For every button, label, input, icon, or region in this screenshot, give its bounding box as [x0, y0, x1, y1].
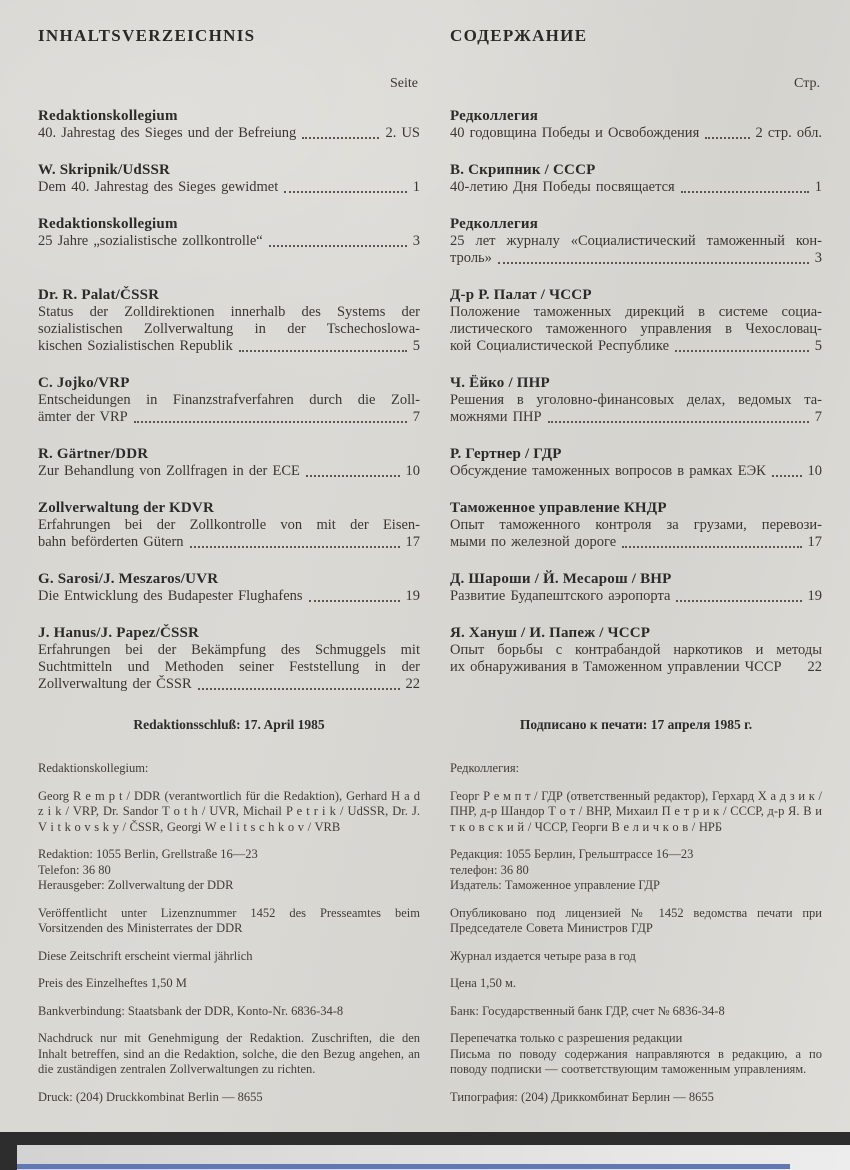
entry-page-number: 17	[405, 534, 420, 550]
entry-page-number: 22	[807, 659, 822, 675]
entry-author: Таможенное управление КНДР	[450, 500, 667, 516]
editorial-board-de: Georg R e m p t / DDR (verantwortlich für die Redaktion), Gerhard H a d z i k / VRP, Dr. Sandor T o t h / UVR, Michail P e t r i k / UdSSR, Dr. J. V i t k o v s k y / ČSSR, Georgi W e l i t s c h k o v / VRB	[38, 788, 420, 834]
entry-title-line: bahn beförderten Gütern 17	[38, 534, 420, 550]
entry-title-line: Entscheidungen in Finanzstrafverfahren durch die Zoll-	[38, 392, 420, 408]
entry-page-number: 22	[405, 676, 420, 692]
entry-author: C. Jojko/VRP	[38, 375, 130, 391]
contact-block-ru	[450, 847, 822, 894]
price-note-ru: Цена 1,50 м.	[450, 976, 516, 990]
bank-details-de: Bankverbindung: Staatsbank der DDR, Konto-Nr. 6836-34-8	[38, 1003, 344, 1018]
dot-leader	[788, 672, 802, 673]
entry-author: Редколлегия	[450, 108, 539, 124]
entry-page-number: 2 стр. обл.	[755, 125, 822, 141]
entry-title-line: листического таможенного управления в Чехословац-	[450, 321, 822, 337]
entry-author: В. Скрипник / СССР	[450, 162, 596, 178]
entry-title-line: Erfahrungen bei der Bekämpfung des Schmuggels mit	[38, 642, 420, 658]
entry-page-number: 3	[814, 250, 822, 266]
entry-title-line: ämter der VRP 7	[38, 409, 420, 425]
entry-page-number: 10	[807, 463, 822, 479]
seite-label: Seite	[390, 76, 418, 91]
entry-title-line: Zollverwaltung der ČSSR 22	[38, 676, 420, 692]
entry-page-number: 10	[405, 463, 420, 479]
closing-date-row	[38, 717, 822, 733]
dot-leader	[134, 420, 407, 423]
entry-title-line: Решения в уголовно-финансовых делах, ведомых та-	[450, 392, 822, 408]
entry-title-line: Опыт таможенного контроля за грузами, перевози-	[450, 517, 822, 533]
toc-entry-ru	[450, 500, 822, 551]
entry-title-line: Status der Zolldirektionen innerhalb des Systems der	[38, 304, 420, 320]
table-of-contents	[38, 108, 822, 693]
toc-entry-de	[38, 446, 420, 480]
publisher-de: Herausgeber: Zollverwaltung der DDR	[38, 878, 234, 892]
price-note-de: Preis des Einzelheftes 1,50 M	[38, 976, 187, 990]
entry-title-line: их обнаруживания в Таможенном управлении ЧССР 22	[450, 659, 822, 675]
toc-entry-ru	[450, 571, 822, 605]
page-edge-shadow-left	[0, 1132, 17, 1170]
entry-title-line: можнями ПНР 7	[450, 409, 822, 425]
entry-title-line: Dem 40. Jahrestag des Sieges gewidmet 1	[38, 179, 420, 195]
dot-leader	[622, 545, 801, 548]
printer-note-de: Druck: (204) Druckkombinat Berlin — 8655	[38, 1089, 263, 1104]
entry-title-line: мыми по железной дороге 17	[450, 534, 822, 550]
reprint-note-ru	[450, 1031, 822, 1078]
entry-author: Р. Гертнер / ГДР	[450, 446, 562, 462]
dot-leader	[190, 545, 400, 548]
entry-author: Zollverwaltung der KDVR	[38, 500, 214, 516]
toc-entry-de	[38, 500, 420, 551]
dot-leader	[302, 136, 379, 139]
entry-page-number: 3	[412, 233, 420, 249]
page-number-labels	[38, 76, 822, 92]
entry-title-line: 40. Jahrestag des Sieges und der Befreiung 2. US	[38, 125, 420, 141]
entry-author: J. Hanus/J. Papez/ČSSR	[38, 625, 200, 641]
entry-title-line: kischen Sozialistischen Republik 5	[38, 338, 420, 354]
entry-title-line: троль» 3	[450, 250, 822, 266]
entry-title-line: Обсуждение таможенных вопросов в рамках ЕЭК 10	[450, 463, 822, 479]
dot-leader	[239, 349, 407, 352]
editorial-deadline-de: Redaktionsschluß: 17. April 1985	[133, 717, 325, 732]
dot-leader	[772, 474, 802, 477]
entry-author: Redaktionskollegium	[38, 216, 178, 232]
dot-leader	[269, 244, 407, 247]
entry-title-line: Suchtmitteln und Methoden seiner Feststellung in der	[38, 659, 420, 675]
dot-leader	[284, 190, 406, 193]
phone-ru: телефон: 36 80	[450, 862, 529, 877]
print-approval-date-ru: Подписано к печати: 17 апреля 1985 г.	[519, 717, 753, 732]
dot-leader	[675, 349, 809, 352]
imprint-heading-de: Redaktionskollegium:	[38, 761, 149, 775]
entry-title-line: 40 годовщина Победы и Освобождения 2 стр. обл.	[450, 125, 822, 141]
frequency-note-de: Diese Zeitschrift erscheint viermal jährlich	[38, 948, 253, 963]
frequency-note-ru: Журнал издается четыре раза в год	[450, 948, 636, 963]
header-row	[38, 26, 822, 46]
imprint-heading-ru: Редколлегия:	[450, 761, 520, 775]
entry-page-number: 7	[412, 409, 420, 425]
entry-author: Dr. R. Palat/ČSSR	[38, 287, 160, 303]
toc-entry-ru	[450, 108, 822, 142]
entry-page-number: 17	[807, 534, 822, 550]
toc-entry-ru	[450, 625, 822, 693]
entry-page-number: 7	[814, 409, 822, 425]
toc-entry-ru	[450, 287, 822, 355]
dot-leader	[681, 190, 809, 193]
contact-block-de	[38, 847, 420, 894]
entry-title-line: 40-летию Дня Победы посвящается 1	[450, 179, 822, 195]
toc-entry-de	[38, 216, 420, 267]
bank-details-ru: Банк: Государственный банк ГДР, счет № 6836-34-8	[450, 1003, 725, 1018]
letters-note-ru: Письма по поводу содержания направляются в редакцию, а по поводу подписки — соответствующим таможенным управлениям.	[450, 1046, 822, 1076]
dot-leader	[306, 474, 400, 477]
str-label: Стр.	[794, 76, 820, 91]
dot-leader	[676, 599, 801, 602]
editorial-address-de: Redaktion: 1055 Berlin, Grellstraße 16—23	[38, 847, 258, 861]
toc-entry-ru	[450, 216, 822, 267]
entry-page-number: 19	[405, 588, 420, 604]
dot-leader	[498, 261, 809, 264]
printer-note-ru: Типография: (204) Дриккомбинат Берлин — 8655	[450, 1089, 714, 1104]
entry-page-number: 5	[814, 338, 822, 354]
entry-title-line: Zur Behandlung von Zollfragen in der ECE 10	[38, 463, 420, 479]
entry-title-line: 25 Jahre „sozialistische zollkontrolle“ 3	[38, 233, 420, 249]
toc-entry-de	[38, 375, 420, 426]
entry-page-number: 1	[814, 179, 822, 195]
entry-author: Д. Шароши / Й. Месарош / ВНР	[450, 571, 672, 587]
entry-page-number: 5	[412, 338, 420, 354]
dot-leader	[705, 136, 749, 139]
entry-author: W. Skripnik/UdSSR	[38, 162, 171, 178]
license-note-de: Veröffentlicht unter Lizenznummer 1452 des Presseamtes beim Vorsitzenden des Ministerrates der DDR	[38, 905, 420, 935]
toc-entry-ru	[450, 375, 822, 426]
entry-title-line: Развитие Будапештского аэропорта 19	[450, 588, 822, 604]
toc-entry-de	[38, 625, 420, 693]
toc-entry-ru	[450, 446, 822, 480]
toc-entry-de	[38, 287, 420, 355]
entry-author: Редколлегия	[450, 216, 539, 232]
editorial-address-ru: Редакция: 1055 Берлин, Грельштрассе 16—23	[450, 847, 694, 861]
entry-title-line: sozialistischen Zollverwaltung in der Tschechoslowa-	[38, 321, 420, 337]
reprint-permission-ru: Перепечатка только с разрешения редакции	[450, 1031, 683, 1045]
entry-title-line: кой Социалистической Республике 5	[450, 338, 822, 354]
toc-entry-de	[38, 108, 420, 142]
entry-title-line: Положение таможенных дирекций в системе социа-	[450, 304, 822, 320]
next-page-blue-edge	[17, 1164, 790, 1169]
toc-entry-ru	[450, 162, 822, 196]
entry-title-line: 25 лет журналу «Социалистический таможенный кон-	[450, 233, 822, 249]
entry-page-number: 19	[807, 588, 822, 604]
imprint-section	[38, 761, 822, 1105]
reprint-note-de: Nachdruck nur mit Genehmigung der Redaktion. Zuschriften, die den Inhalt betreffen, sind an die Redaktion, solche, die den Bezug angehen, an die zuständigen zentralen Zollverwaltungen zu richten.	[38, 1031, 420, 1076]
entry-page-number: 1	[412, 179, 420, 195]
page-title-german: INHALTSVERZEICHNIS	[38, 26, 256, 45]
license-note-ru: Опубликовано под лицензией № 1452 ведомства печати при Председателе Совета Министров ГДР	[450, 905, 822, 935]
entry-title-line: Erfahrungen bei der Zollkontrolle von mit der Eisen-	[38, 517, 420, 533]
dot-leader	[548, 420, 809, 423]
dot-leader	[198, 687, 400, 690]
entry-author: Ч. Ёйко / ПНР	[450, 375, 550, 391]
toc-entry-de	[38, 571, 420, 605]
entry-author: Я. Хануш / И. Папеж / ЧССР	[450, 625, 651, 641]
entry-title-line: Опыт борьбы с контрабандой наркотиков и методы	[450, 642, 822, 658]
publisher-ru: Издатель: Таможенное управление ГДР	[450, 878, 660, 892]
editorial-board-ru: Георг Р е м п т / ГДР (ответственный редактор), Герхард Х а д з и к / ПНР, д-р Шандор Т о т / ВНР, Михаил П е т р и к / СССР, д-р Я. В и т к о в с к и й / ЧССР, Георги В е л и ч к о в / НРБ	[450, 788, 822, 834]
phone-de: Telefon: 36 80	[38, 862, 111, 877]
entry-author: Redaktionskollegium	[38, 108, 178, 124]
entry-author: Д-р Р. Палат / ЧССР	[450, 287, 592, 303]
page-title-russian: СОДЕРЖАНИЕ	[450, 26, 588, 45]
page-edge-shadow	[0, 1132, 850, 1145]
toc-entry-de	[38, 162, 420, 196]
entry-title-line: Die Entwicklung des Budapester Flughafens 19	[38, 588, 420, 604]
entry-author: R. Gärtner/DDR	[38, 446, 149, 462]
dot-leader	[309, 599, 400, 602]
entry-author: G. Sarosi/J. Meszaros/UVR	[38, 571, 219, 587]
entry-page-number: 2. US	[385, 125, 420, 141]
